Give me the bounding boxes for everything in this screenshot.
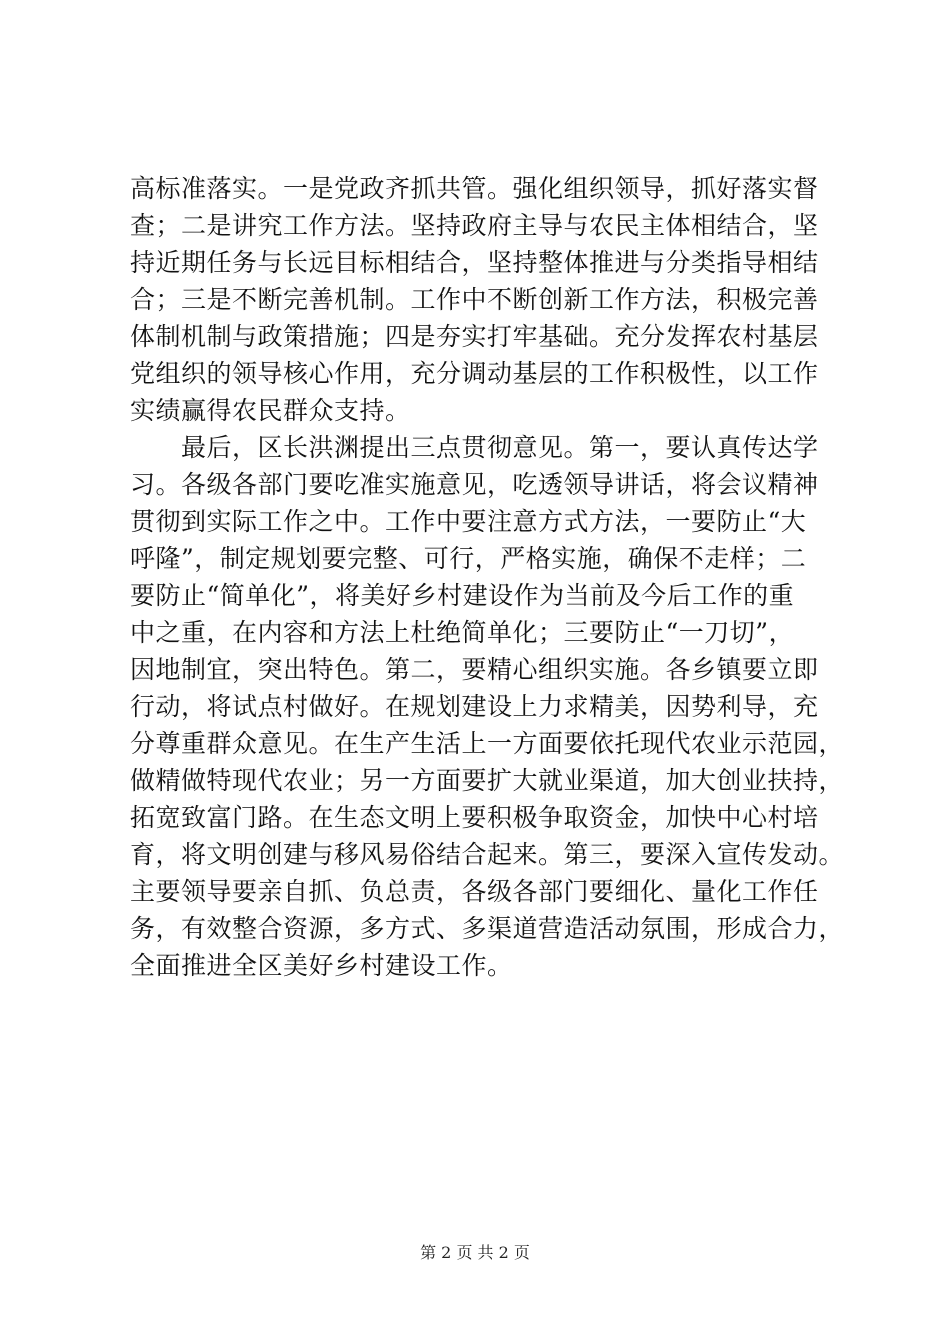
text-line: 育，将文明创建与移风易俗结合起来。第三，要深入宣传发动。 [130, 840, 845, 869]
text-line: 拓宽致富门路。在生态文明上要积极争取资金，加快中心村培 [130, 803, 819, 832]
text-line: 查；二是讲究工作方法。坚持政府主导与农民主体相结合，坚 [130, 211, 819, 240]
text-line: 要防止“简单化”，将美好乡村建设作为当前及今后工作的重 [130, 581, 795, 610]
text-line: 全面推进全区美好乡村建设工作。 [130, 951, 513, 980]
text-line: 合；三是不断完善机制。工作中不断创新工作方法，积极完善 [130, 285, 819, 314]
paragraph-2 [130, 429, 845, 984]
text-line: 体制机制与政策措施；四是夯实打牢基础。充分发挥农村基层 [130, 322, 819, 351]
text-line: 分尊重群众意见。在生产生活上一方面要依托现代农业示范园， [130, 729, 845, 758]
page-footer [0, 1242, 950, 1264]
text-line: 因地制宜，突出特色。第二，要精心组织实施。各乡镇要立即 [130, 655, 819, 684]
text-line: 高标准落实。一是党政齐抓共管。强化组织领导，抓好落实督 [130, 174, 819, 203]
text-line: 实绩赢得农民群众支持。 [130, 396, 411, 425]
text-line: 行动，将试点村做好。在规划建设上力求精美，因势利导，充 [130, 692, 819, 721]
paragraph-1 [130, 170, 830, 429]
document-body [130, 170, 845, 984]
text-line: 贯彻到实际工作之中。工作中要注意方式方法，一要防止“大 [130, 507, 807, 536]
text-line: 中之重，在内容和方法上杜绝简单化；三要防止“一刀切”， [130, 618, 795, 647]
text-line: 党组织的领导核心作用，充分调动基层的工作积极性，以工作 [130, 359, 819, 388]
text-line: 持近期任务与长远目标相结合，坚持整体推进与分类指导相结 [130, 248, 819, 277]
text-line: 主要领导要亲自抓、负总责，各级各部门要细化、量化工作任 [130, 877, 819, 906]
text-line: 做精做特现代农业；另一方面要扩大就业渠道，加大创业扶持， [130, 766, 845, 795]
text-line: 呼隆”，制定规划要完整、可行，严格实施，确保不走样；二 [130, 544, 807, 573]
page-number-label: 第 2 页 共 2 页 [420, 1243, 530, 1262]
text-line: 习。各级各部门要吃准实施意见，吃透领导讲话，将会议精神 [130, 470, 819, 499]
text-line: 务，有效整合资源，多方式、多渠道营造活动氛围，形成合力， [130, 914, 845, 943]
text-line: 最后，区长洪渊提出三点贯彻意见。第一，要认真传达学 [130, 433, 819, 462]
